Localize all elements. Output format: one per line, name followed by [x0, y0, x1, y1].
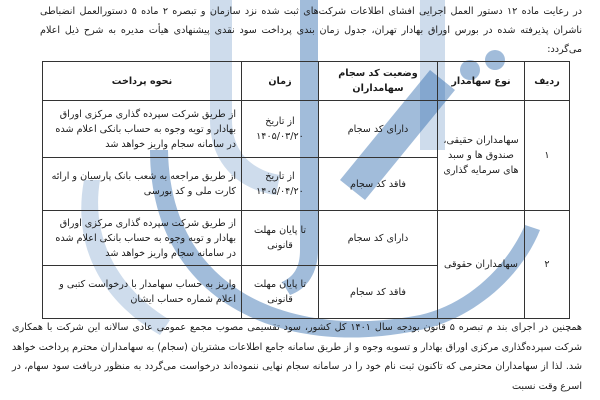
shareholder-type-cell: سهامداران حقیقی، صندوق ها و سبد های سرمایه گذاری — [438, 101, 525, 211]
time-cell: از تاریخ ۱۴۰۵/۰۳/۲۰ — [242, 101, 319, 158]
time-cell: از تاریخ ۱۴۰۵/۰۴/۲۰ — [242, 158, 319, 211]
payment-method-cell: از طریق شرکت سپرده گذاری مرکزی اوراق بهادار و تویه وجوه به حساب بانکی اعلام شده در سامانه سجام واریز خواهد شد — [43, 101, 242, 158]
time-cell: تا پایان مهلت قانونی — [242, 211, 319, 266]
header-row-number: ردیف — [525, 62, 570, 101]
header-sejam-status: وضعیت کد سجام سهامداران — [319, 62, 438, 101]
time-cell: تا پایان مهلت قانونی — [242, 266, 319, 319]
sejam-status-cell: دارای کد سجام — [319, 211, 438, 266]
sejam-status-cell: دارای کد سجام — [319, 101, 438, 158]
table-header-row — [43, 62, 570, 101]
payment-method-cell: واریز به حساب سهامدار با درخواست کتبی و اعلام شماره حساب ایشان — [43, 266, 242, 319]
row-number-cell: ۲ — [525, 211, 570, 319]
payment-method-cell: از طریق شرکت سپرده گذاری مرکزی اوراق بهادار و تویه وجوه به حساب بانکی اعلام شده در سامانه سجام واریز خواهد شد — [43, 211, 242, 266]
shareholder-type-cell: سهامداران حقوقی — [438, 211, 525, 319]
header-payment-method: نحوه پرداخت — [43, 62, 242, 101]
header-shareholder-type: نوع سهامدار — [438, 62, 525, 101]
outro-paragraph: همچنین در اجرای بند م تبصره ۵ قانون بودجه سال ۱۴۰۱ کل کشور، سود تقسیمی مصوب مجمع عمومی عادی سالانه این شرکت با همکاری شرکت سپرده‌گذاری مرکزی اوراق بهادار و تسویه وجوه و از طریق سامانه جامع اطلاعات مشتریان (سجام) به سهامداران محترم پرداخت خواهد شد. لذا از سهامداران محترمی که تاکنون ثبت نام خود را در سامانه سجام نهایی ننموده‌اند درخواست می‌گردد به منظور دریافت سود سهام، در اسرع وقت نسبت — [12, 322, 582, 392]
table-row — [43, 211, 570, 266]
header-time: زمان — [242, 62, 319, 101]
table-row — [43, 101, 570, 158]
sejam-status-cell: فاقد کد سجام — [319, 266, 438, 319]
intro-paragraph: در رعایت ماده ۱۲ دستور العمل اجرایی افشای اطلاعات شرکت‌های ثبت شده نزد سازمان و تبصره ۲ ماده ۵ دستورالعمل انضباطی ناشران پذیرفته شده در بورس اوراق بهادار تهران، جدول زمان بندی پرداخت سود نقدی پیشنهادی هیأت مدیره به شرح ذیل اعلام می‌گردد: — [40, 6, 582, 55]
payment-schedule-table — [42, 61, 570, 319]
sejam-status-cell: فاقد کد سجام — [319, 158, 438, 211]
payment-method-cell: از طریق مراجعه به شعب بانک پارسیان و ارائه کارت ملی و کد بورسی — [43, 158, 242, 211]
row-number-cell: ۱ — [525, 101, 570, 211]
